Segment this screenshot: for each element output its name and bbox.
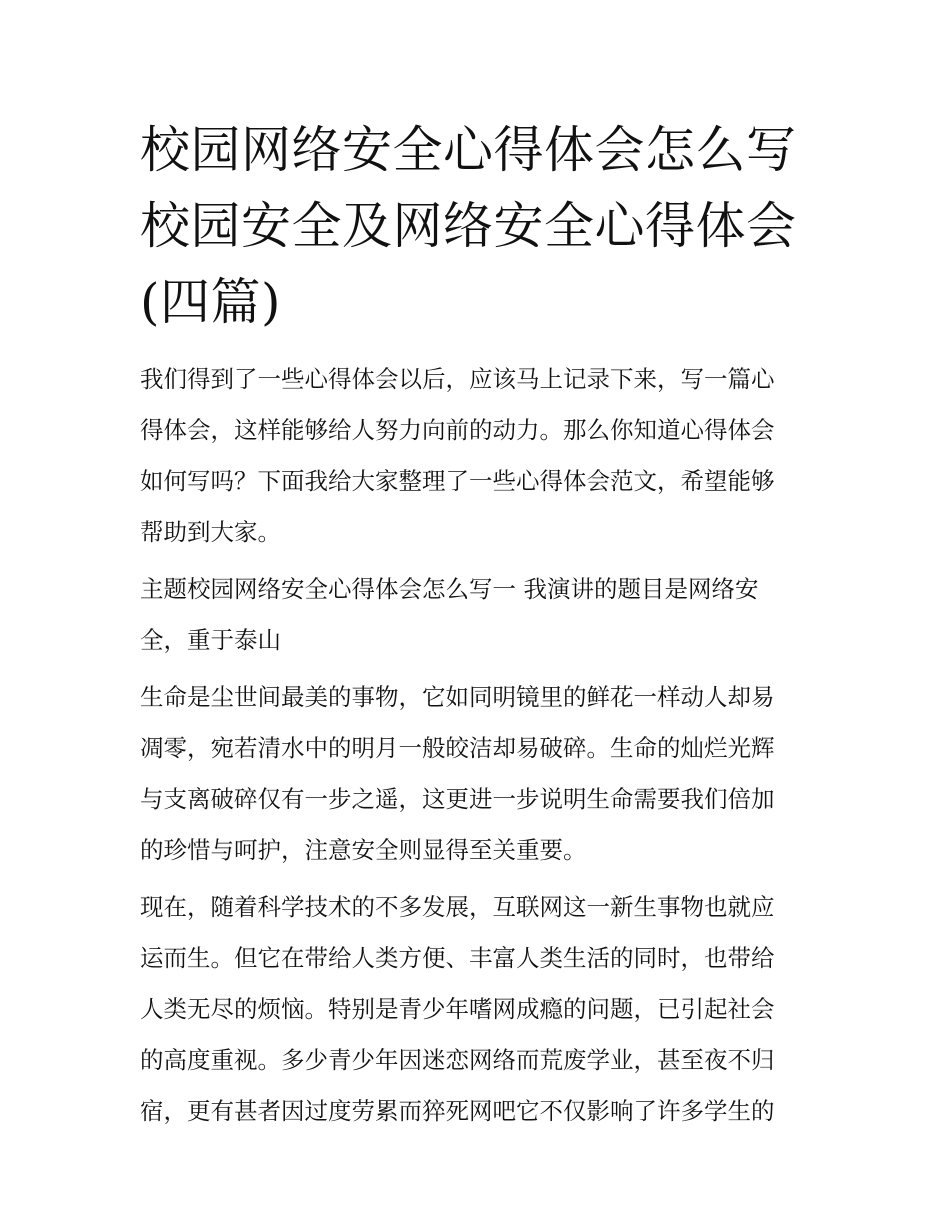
- text-line: 现在，随着科学技术的不多发展，互联网这一新生事物也就应: [140, 893, 775, 921]
- document-body: [140, 354, 816, 1137]
- text-line: 帮助到大家。: [140, 518, 281, 546]
- text-line: 得体会，这样能够给人努力向前的动力。那么你知道心得体会: [140, 416, 775, 444]
- paragraph-topic: [140, 564, 816, 666]
- text-line: 运而生。但它在带给人类方便、丰富人类生活的同时，也带给: [140, 944, 775, 972]
- text-line: 生命是尘世间最美的事物，它如同明镜里的鲜花一样动人却易: [140, 683, 775, 711]
- title-line-1: 校园网络安全心得体会怎么写: [140, 121, 797, 179]
- text-line: 宿，更有甚者因过度劳累而猝死网吧它不仅影响了许多学生的: [140, 1097, 775, 1125]
- text-line: 的高度重视。多少青少年因迷恋网络而荒废学业，甚至夜不归: [140, 1046, 775, 1074]
- text-line: 凋零，宛若清水中的明月一般皎洁却易破碎。生命的灿烂光辉: [140, 734, 775, 762]
- text-line: 我们得到了一些心得体会以后，应该马上记录下来，写一篇心: [140, 365, 775, 393]
- paragraph-life: [140, 672, 816, 876]
- text-line: 的珍惜与呵护，注意安全则显得至关重要。: [140, 836, 587, 864]
- text-line: 如何写吗？下面我给大家整理了一些心得体会范文，希望能够: [140, 467, 775, 495]
- paragraph-internet: [140, 882, 816, 1137]
- text-line: 全，重于泰山: [140, 626, 281, 654]
- text-line: 主题校园网络安全心得体会怎么写一 我演讲的题目是网络安: [140, 575, 759, 603]
- text-line: 与支离破碎仅有一步之遥，这更进一步说明生命需要我们倍加: [140, 785, 775, 813]
- document-page: [140, 112, 816, 1143]
- title-line-3: (四篇): [140, 273, 282, 331]
- document-title: [140, 112, 816, 340]
- title-line-2: 校园安全及网络安全心得体会: [140, 197, 797, 255]
- paragraph-intro: [140, 354, 816, 558]
- text-line: 人类无尽的烦恼。特别是青少年嗜网成瘾的问题，已引起社会: [140, 995, 775, 1023]
